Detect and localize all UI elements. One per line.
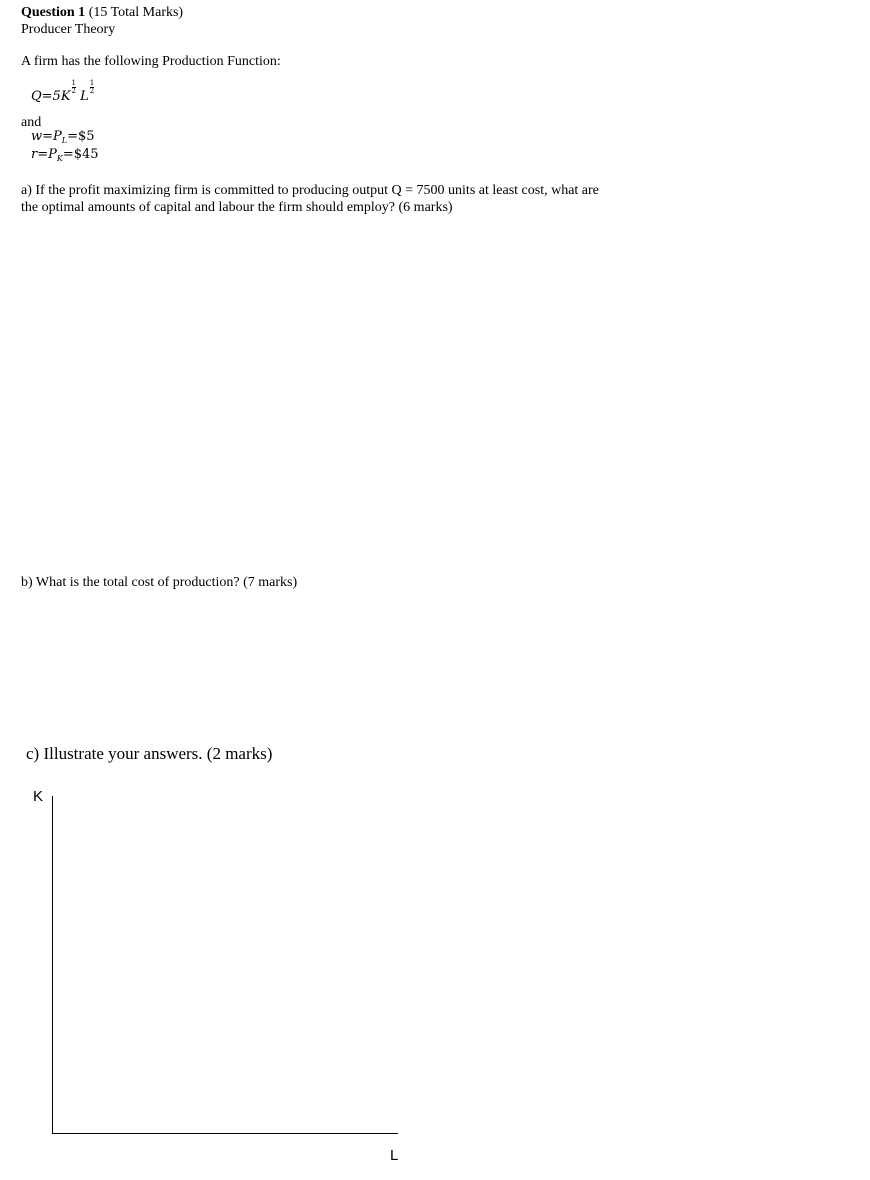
rent-equation: $r=P_K=\$45$ (31, 147, 99, 163)
topic-title: Producer Theory (21, 22, 116, 37)
y-axis-label: K (33, 788, 44, 805)
wage-equation: $w=P_L=\$5$ (31, 129, 95, 145)
part-c-question: c) Illustrate your answers. (2 marks) (26, 744, 273, 763)
question-heading (21, 4, 183, 21)
part-a-line2: the optimal amounts of capital and labour the firm should employ? (6 marks) (21, 200, 453, 215)
pf-l-exponent: $\frac{1}{2}$ (89, 79, 95, 95)
y-axis (52, 796, 53, 1134)
question-number: Question 1 (21, 5, 86, 20)
pf-k: K (60, 89, 71, 104)
x-axis-label: L (390, 1147, 399, 1164)
pf-lhs: Q=5 (31, 89, 61, 104)
pf-l: L (80, 89, 89, 104)
production-function (31, 80, 94, 105)
intro-text: A firm has the following Production Function: (21, 54, 281, 69)
question-total-marks: (15 Total Marks) (85, 5, 184, 20)
part-a-line1: a) If the profit maximizing firm is committed to producing output Q = 7500 units at least cost, what are (21, 183, 599, 198)
x-axis (52, 1133, 398, 1134)
part-b-question: b) What is the total cost of production? (7 marks) (21, 575, 298, 590)
and-label: and (21, 115, 42, 130)
pf-k-exponent: $\frac{1}{2}$ (71, 79, 77, 95)
